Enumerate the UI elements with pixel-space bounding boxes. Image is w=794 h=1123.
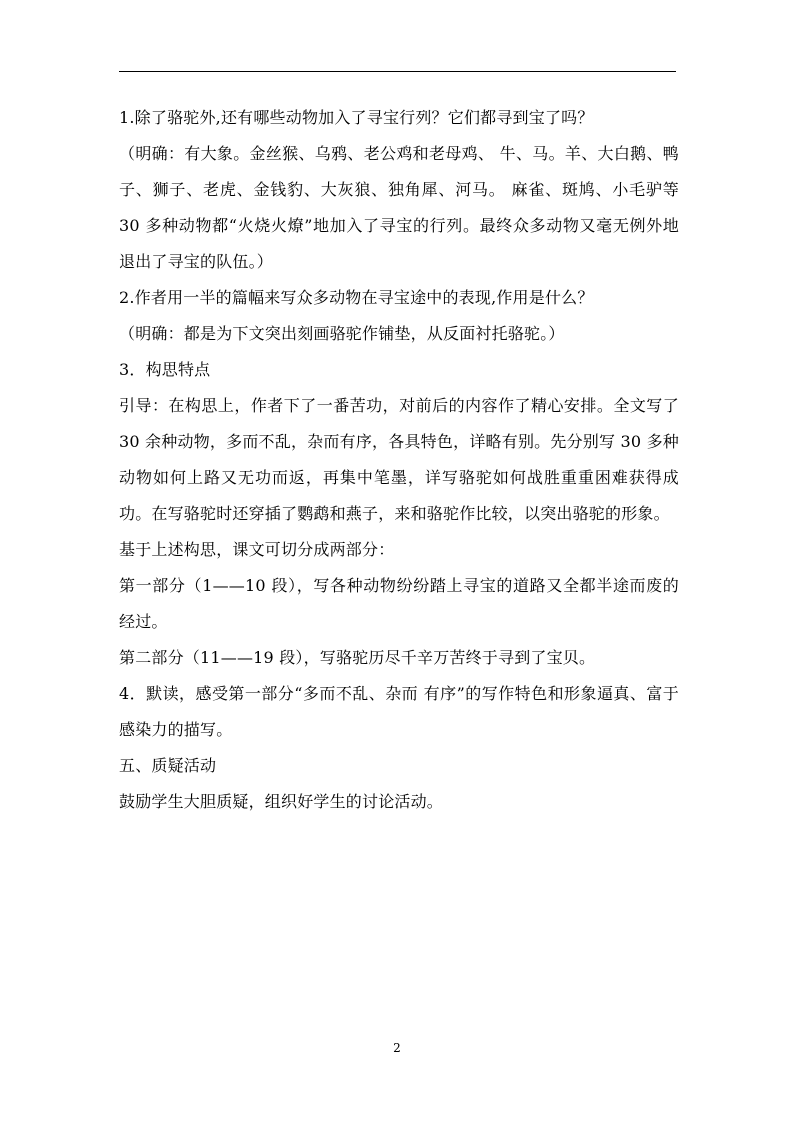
- answer-1: （明确：有大象。金丝猴、乌鸦、老公鸡和老母鸡、 牛、马。羊、大白鹅、鸭子、狮子、老虎、金钱豹、大灰狼、独角犀、河马。 麻雀、斑鸠、小毛驴等 30 多种动物都“火烧火燎”地加入了寻宝的行列。最终众多动物又毫无例外地退出了寻宝的队伍。）: [119, 144, 679, 271]
- guidance-paragraph: 引导：在构思上，作者下了一番苦功，对前后的内容作了精心安排。全文写了 30 余种动物，多而不乱，杂而有序，各具特色，详略有别。先分别写 30 多种动物如何上路又无功而返，再集中笔墨，详写骆驼如何战胜重重困难获得成功。在写骆驼时还穿插了鹦鹉和燕子，来和骆驼作比较，以突出骆驼的形象。: [119, 396, 679, 523]
- question-2: 2.作者用一半的篇幅来写众多动物在寻宝途中的表现,作用是什么？: [119, 288, 594, 307]
- division-intro: 基于上述构思，课文可切分成两部分：: [119, 540, 395, 559]
- question-1: 1.除了骆驼外,还有哪些动物加入了寻宝行列？它们都寻到宝了吗？: [119, 108, 594, 127]
- answer-2: （明确：都是为下文突出刻画骆驼作铺垫，从反面衬托骆驼。）: [119, 324, 565, 343]
- task-4: 4．默读，感受第一部分“多而不乱、杂而 有序”的写作特色和形象逼真、富于感染力的描写。: [119, 684, 679, 739]
- section-heading-structure: 3．构思特点: [119, 360, 211, 379]
- part-one: 第一部分（1——10 段），写各种动物纷纷踏上寻宝的道路又全都半途而废的经过。: [119, 576, 679, 631]
- page-number: 2: [393, 1041, 401, 1055]
- part-two: 第二部分（11——19 段），写骆驼历尽千辛万苦终于寻到了宝贝。: [119, 648, 596, 667]
- document-body: [119, 100, 679, 820]
- header-rule: [119, 71, 676, 72]
- section-heading-questions: 五、质疑活动: [119, 756, 217, 775]
- closing-paragraph: 鼓励学生大胆质疑，组织好学生的讨论活动。: [119, 792, 444, 811]
